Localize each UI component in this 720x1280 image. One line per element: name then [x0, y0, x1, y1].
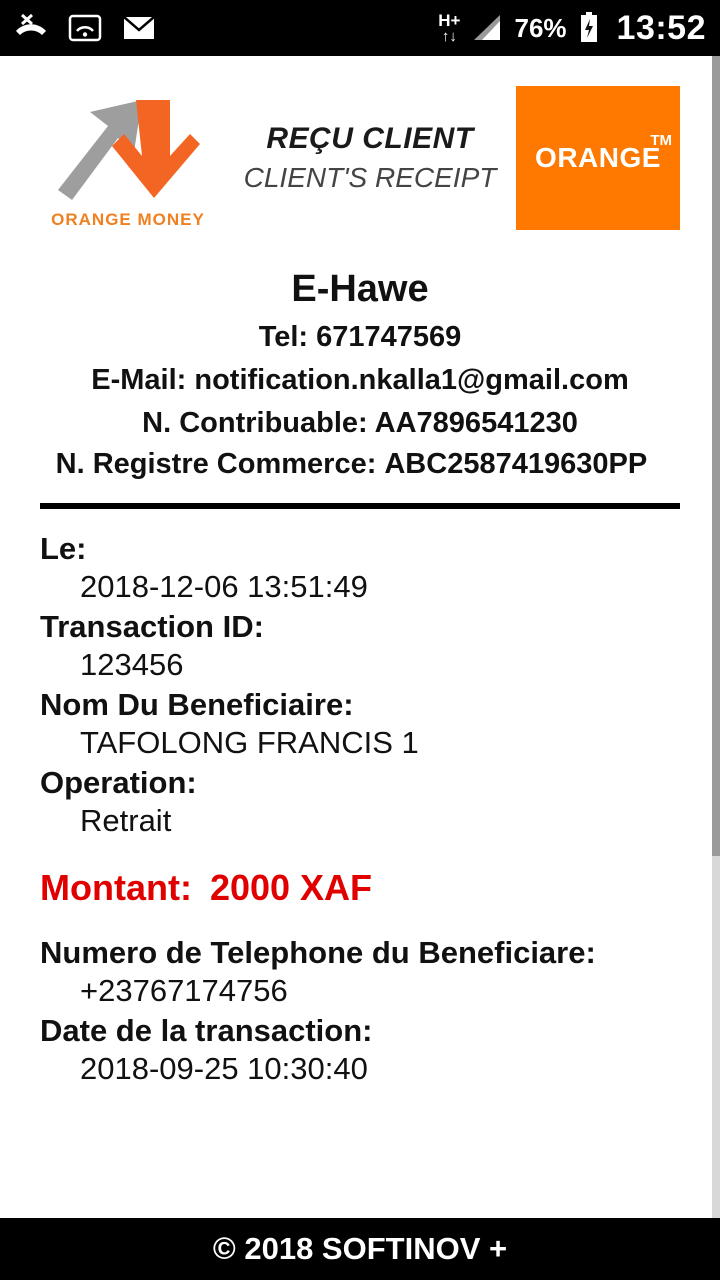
receipt-title [216, 122, 516, 194]
receipt-title-fr: REÇU CLIENT [266, 122, 474, 155]
status-bar-left-icons [14, 13, 156, 43]
mail-icon [122, 14, 156, 42]
field-transaction-date [40, 1013, 680, 1087]
receipt-header [40, 56, 680, 252]
field-beneficiary-name [40, 687, 680, 761]
missed-call-icon [14, 13, 48, 43]
section-divider [40, 503, 680, 509]
orange-money-caption: ORANGE MONEY [51, 210, 205, 229]
field-label: Nom Du Beneficiaire: [40, 687, 354, 723]
orange-money-logo [40, 86, 216, 230]
clock-label: 13:52 [616, 8, 706, 47]
field-value: 123456 [80, 647, 184, 683]
field-value: TAFOLONG FRANCIS 1 [80, 725, 419, 761]
field-value: 2018-09-25 10:30:40 [80, 1051, 368, 1087]
receipt-content [0, 56, 720, 1218]
field-le [40, 531, 680, 605]
merchant-email: E-Mail: notification.nkalla1@gmail.com [91, 364, 629, 396]
amount-row [40, 867, 680, 909]
merchant-registre-label: N. Registre Commerce: [55, 448, 377, 481]
field-label: Le: [40, 531, 87, 567]
orange-brand-badge [516, 86, 680, 230]
field-value: +23767174756 [80, 973, 288, 1009]
field-beneficiary-phone [40, 935, 680, 1009]
field-label: Date de la transaction: [40, 1013, 373, 1049]
field-label: Numero de Telephone du Beneficiare: [40, 935, 596, 971]
field-transaction-id [40, 609, 680, 683]
battery-percent-label: 76% [514, 12, 567, 43]
field-operation [40, 765, 680, 839]
merchant-info [40, 268, 680, 481]
trademark-label: TM [650, 132, 672, 149]
scrollbar-thumb[interactable] [712, 56, 720, 856]
beneficiary-fields [40, 935, 680, 1087]
receipt-title-en: CLIENT'S RECEIPT [243, 162, 497, 193]
field-value: Retrait [80, 803, 172, 839]
status-bar-right-icons [438, 9, 706, 48]
merchant-taxid: N. Contribuable: AA7896541230 [142, 407, 578, 439]
field-label: Operation: [40, 765, 197, 801]
copyright-label: © 2018 SOFTINOV + [212, 1231, 508, 1266]
signal-bars-icon [470, 13, 504, 43]
field-label: Transaction ID: [40, 609, 264, 645]
amount-label: Montant: [40, 867, 192, 909]
status-bar [0, 0, 720, 56]
wifi-icon [68, 13, 102, 43]
merchant-registre-row [40, 448, 680, 481]
orange-money-arrows-icon [50, 86, 206, 204]
amount-value: 2000 XAF [209, 867, 373, 909]
network-hplus-icon: H+ ↑↓ [438, 11, 461, 45]
battery-charging-icon [577, 12, 601, 44]
merchant-registre-value: ABC2587419630PP [384, 448, 648, 480]
orange-brand-label: ORANGE [535, 142, 661, 173]
field-value: 2018-12-06 13:51:49 [80, 569, 368, 605]
footer-bar [0, 1218, 720, 1280]
merchant-tel: Tel: 671747569 [258, 321, 462, 353]
transaction-fields [40, 531, 680, 839]
vertical-scrollbar[interactable] [712, 56, 720, 1218]
merchant-name: E-Hawe [291, 268, 429, 310]
